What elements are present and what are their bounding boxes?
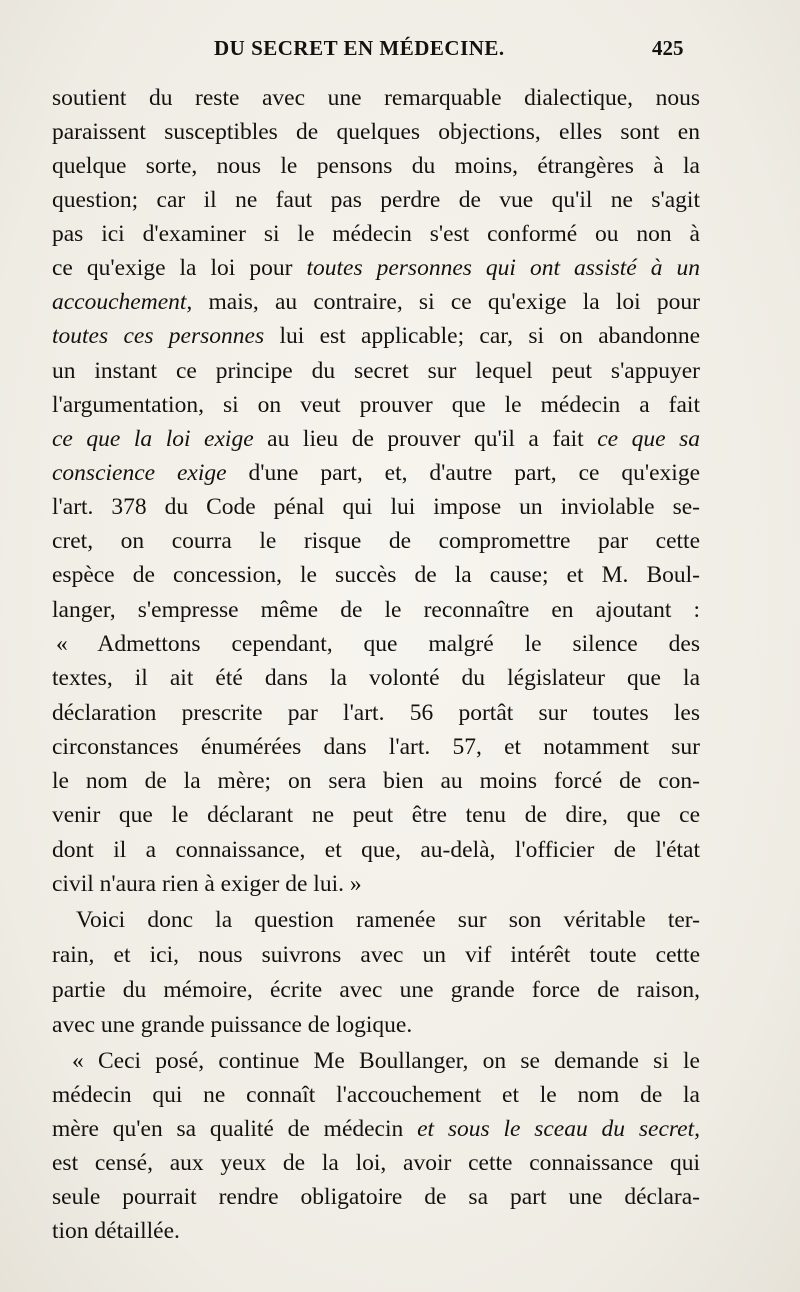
text-run: cret, on courra le risque de compromettre par cette	[52, 528, 700, 554]
text-line	[52, 455, 700, 491]
italic-text: ce que sa	[597, 426, 701, 452]
text-run: pas ici d'examiner si le médecin s'est conformé ou non à	[52, 221, 700, 247]
text-line	[76, 902, 700, 938]
text-line	[52, 489, 700, 525]
text-run: espèce de concession, le succès de la cause; et M. Boul-	[52, 562, 700, 588]
text-line	[52, 353, 700, 389]
text-line	[52, 937, 700, 973]
text-run: circonstances énumérées dans l'art. 57, et notamment sur	[52, 734, 700, 760]
text-line	[52, 832, 700, 868]
text-line	[52, 216, 700, 252]
text-run: soutient du reste avec une remarquable dialectique, nous	[52, 85, 700, 111]
text-line	[52, 972, 700, 1008]
text-line	[52, 557, 700, 593]
text-run: l'argumentation, si on veut prouver que le médecin a fait	[52, 392, 700, 418]
page-header	[0, 36, 800, 66]
text-line	[52, 523, 700, 559]
text-line	[52, 421, 700, 457]
text-run: « Ceci posé, continue Me Boullanger, on se demande si le	[72, 1048, 700, 1074]
text-line	[52, 1213, 700, 1249]
text-line	[52, 1145, 700, 1181]
text-run: dont il a connaissance, et que, au-delà, l'officier de l'état	[52, 837, 700, 863]
text-run: déclaration prescrite par l'art. 56 portât sur toutes les	[52, 700, 700, 726]
text-line	[52, 1007, 700, 1043]
text-run: l'art. 378 du Code pénal qui lui impose un inviolable se-	[52, 494, 700, 520]
text-run: langer, s'empresse même de le reconnaître en ajoutant :	[52, 597, 700, 623]
text-line	[52, 729, 700, 765]
text-run: au lieu de prouver qu'il a fait	[253, 426, 598, 452]
text-line	[52, 114, 700, 150]
text-run: mère qu'en sa qualité de médecin	[52, 1116, 418, 1142]
text-run: Voici donc la question ramenée sur son véritable ter-	[76, 907, 700, 933]
text-run: « Admettons cependant, que malgré le silence des	[56, 631, 700, 657]
text-run: rain, et ici, nous suivrons avec un vif intérêt toute cette	[52, 942, 700, 968]
italic-text: toutes personnes qui ont assisté à un	[306, 255, 701, 281]
text-run: médecin qui ne connaît l'accouchement et le nom de la	[52, 1082, 700, 1108]
text-run: avec une grande puissance de logique.	[52, 1012, 413, 1038]
text-line	[52, 318, 700, 354]
text-line	[52, 387, 700, 423]
text-run: textes, il ait été dans la volonté du législateur que la	[52, 665, 700, 691]
italic-text: accouchement,	[52, 289, 193, 315]
text-line	[52, 660, 700, 696]
text-run: venir que le déclarant ne peut être tenu de dire, que ce	[52, 802, 700, 828]
text-line	[72, 1043, 700, 1079]
text-line	[52, 284, 700, 320]
italic-text: et sous le sceau du secret,	[417, 1116, 700, 1142]
text-line	[52, 695, 700, 731]
text-run: civil n'aura rien à exiger de lui. »	[52, 871, 362, 897]
text-run: d'une part, et, d'autre part, ce qu'exige	[226, 460, 700, 486]
running-title: DU SECRET EN MÉDECINE.	[214, 36, 505, 60]
italic-text: conscience exige	[52, 460, 227, 486]
text-line	[56, 626, 700, 662]
text-run: ce qu'exige la loi pour	[52, 255, 307, 281]
text-line	[52, 1077, 700, 1113]
text-line	[52, 148, 700, 184]
text-run: le nom de la mère; on sera bien au moins forcé de con-	[52, 768, 700, 794]
text-line	[52, 866, 700, 902]
text-line	[52, 1111, 700, 1147]
text-run: seule pourrait rendre obligatoire de sa part une déclara-	[52, 1184, 700, 1210]
text-line	[52, 592, 700, 628]
text-run: partie du mémoire, écrite avec une grande force de raison,	[52, 977, 700, 1003]
text-line	[52, 763, 700, 799]
text-run: tion détaillée.	[52, 1218, 180, 1244]
text-run: paraissent susceptibles de quelques objections, elles sont en	[52, 119, 700, 145]
italic-text: ce que la loi exige	[52, 426, 254, 452]
text-line	[52, 80, 700, 116]
text-run: question; car il ne faut pas perdre de vue qu'il ne s'agit	[52, 187, 700, 213]
text-run: est censé, aux yeux de la loi, avoir cette connaissance qui	[52, 1150, 700, 1176]
text-run: mais, au contraire, si ce qu'exige la loi pour	[192, 289, 700, 315]
text-line	[52, 250, 700, 286]
text-run: un instant ce principe du secret sur lequel peut s'appuyer	[52, 358, 700, 384]
text-line	[52, 182, 700, 218]
page-number: 425	[652, 36, 684, 60]
text-line	[52, 1179, 700, 1215]
italic-text: toutes ces personnes	[52, 323, 265, 349]
text-run: lui est applicable; car, si on abandonne	[264, 323, 701, 349]
text-line	[52, 797, 700, 833]
text-run: quelque sorte, nous le pensons du moins, étrangères à la	[52, 153, 700, 179]
